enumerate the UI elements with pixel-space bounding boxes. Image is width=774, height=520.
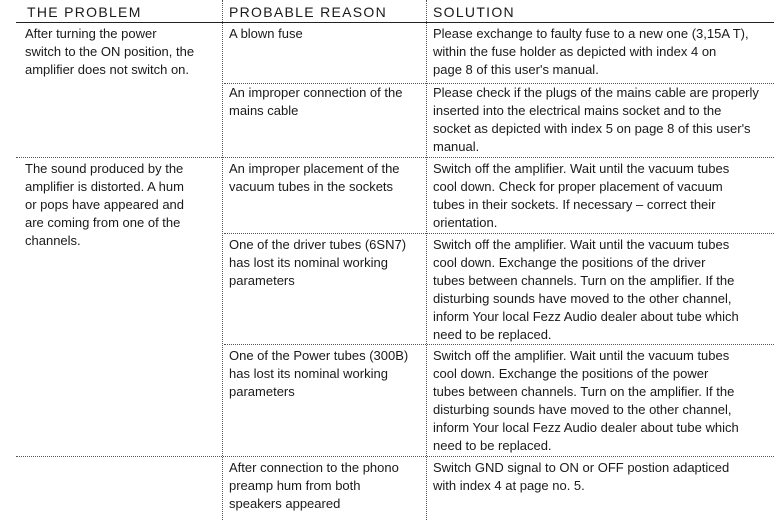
row-divider bbox=[16, 157, 774, 158]
solution-cell: Please exchange to faulty fuse to a new one (3,15A T), within the fuse holder as depicted with index 4 on page 8 of this user's manual. bbox=[433, 26, 749, 77]
problem-cell: The sound produced by the amplifier is distorted. A hum or pops have appeared and are coming from one of the channels. bbox=[25, 161, 185, 248]
header-problem: THE PROBLEM bbox=[27, 4, 142, 20]
solution-cell: Switch off the amplifier. Wait until the vacuum tubes cool down. Check for proper placement of vacuum tubes in their sockets. If necessary – correct their orientation. bbox=[433, 161, 730, 230]
header-rule bbox=[16, 22, 774, 23]
row-divider bbox=[224, 344, 774, 345]
solution-cell: Switch GND signal to ON or OFF postion adapticed with index 4 at page no. 5. bbox=[433, 460, 730, 493]
solution-cell: Please check if the plugs of the mains cable are properly inserted into the electrical mains socket and to the socket as depicted with index 5 on page 8 of this user's manual. bbox=[433, 85, 759, 154]
reason-cell: One of the driver tubes (6SN7) has lost its nominal working parameters bbox=[229, 237, 407, 288]
problem-cell: After turning the power switch to the ON position, the amplifier does not switch on. bbox=[25, 26, 195, 77]
column-divider bbox=[222, 0, 223, 520]
reason-cell: An improper placement of the vacuum tubes in the sockets bbox=[229, 161, 400, 194]
header-reason: PROBABLE REASON bbox=[229, 4, 387, 20]
reason-cell: After connection to the phono preamp hum from both speakers appeared bbox=[229, 460, 399, 511]
header-solution: SOLUTION bbox=[433, 4, 515, 20]
solution-cell: Switch off the amplifier. Wait until the vacuum tubes cool down. Exchange the positions of the driver tubes between channels. Turn on the amplifier. If the disturbing sounds have moved to the other channel, inform Your local Fezz Audio dealer about tube which need to be replaced. bbox=[433, 237, 739, 342]
reason-cell: One of the Power tubes (300B) has lost its nominal working parameters bbox=[229, 348, 409, 399]
row-divider bbox=[16, 456, 774, 457]
column-divider bbox=[426, 0, 427, 520]
reason-cell: A blown fuse bbox=[229, 26, 303, 41]
solution-cell: Switch off the amplifier. Wait until the vacuum tubes cool down. Exchange the positions of the power tubes between channels. Turn on the amplifier. If the disturbing sounds have moved to the other channel, inform Your local Fezz Audio dealer about tube which need to be replaced. bbox=[433, 348, 739, 453]
row-divider bbox=[224, 233, 774, 234]
reason-cell: An improper connection of the mains cable bbox=[229, 85, 403, 118]
